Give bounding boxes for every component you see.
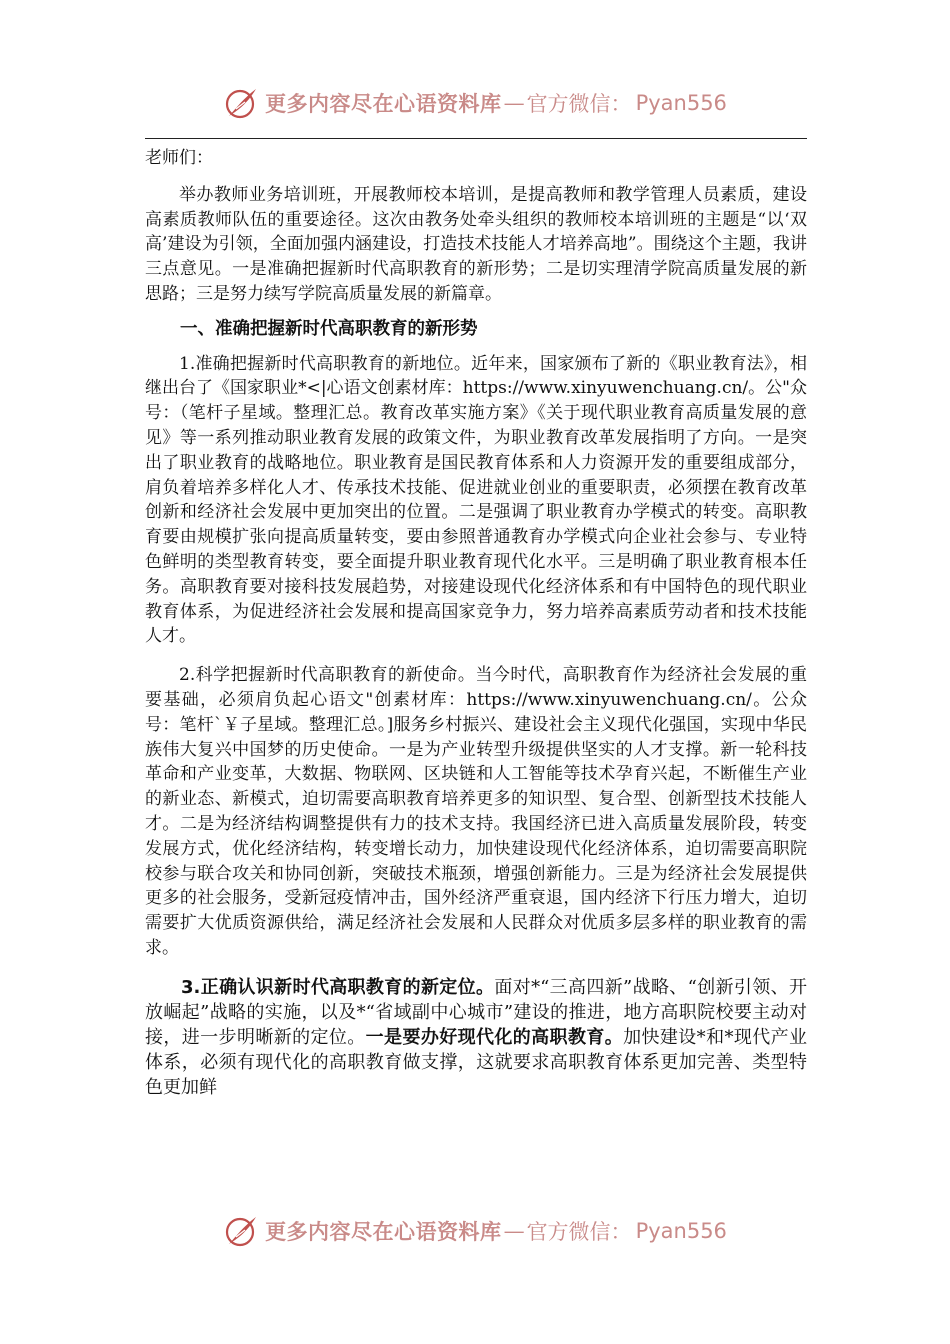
paragraph-3-tail: 加快建设*和*现代产业体系，必须有现代化的高职教育做支撑，这就要求高职教育体系更加完善、类型特色更加鲜 [145,1026,808,1098]
banner-wechat-label: 官方微信： [526,92,632,116]
greeting: 老师们： [145,148,213,168]
banner-separator: — [503,91,525,115]
banner-wechat-id: Pyan556 [635,1219,727,1243]
paragraph-3 [145,975,807,1100]
header-banner [0,78,950,128]
paragraph-3-mid: 面对*“三高四新”战略、“创新引领、开放崛起”战略的实施，以及*“省域副中心城市”建设的推进，地方高职院校要主动对接，进一步明晰新的定位。 [145,976,807,1048]
banner-wechat-label: 官方微信： [526,1220,632,1244]
banner-separator: — [503,1219,525,1243]
paragraph-3-point-1: 一是要办好现代化的高职教育。 [365,1026,624,1048]
banner-slogan: 更多内容尽在心语资料库 [265,1219,502,1244]
banner-slogan: 更多内容尽在心语资料库 [265,91,502,116]
paragraph-1: 1.准确把握新时代高职教育的新地位。近年来，国家颁布了新的《职业教育法》，相继出台了《国家职业*<|心语文创素材库：https://www.xinyuwenchuang.cn/。公"众号：（笔杆子星域。整理汇总。教育改革实施方案》《关于现代职业教育高质量发展的意见》等一系列推动职业教育发展的政策文件，为职业教育改革发展指明了方向。一是突出了职业教育的战略地位。职业教育是国民教育体系和人力资源开发的重要组成部分，肩负着培养多样化人才、传承技术技能、促进就业创业的重要职责，必须摆在教育改革创新和经济社会发展中更加突出的位置。二是强调了职业教育办学模式的转变。高职教育要由规模扩张向提高质量转变，要由参照普通教育办学模式向企业社会参与、专业特色鲜明的类型教育转变，要全面提升职业教育现代化水平。三是明确了职业教育根本任务。高职教育要对接科技发展趋势，对接建设现代化经济体系和有中国特色的现代职业教育体系，为促进经济社会发展和提高国家竞争力，努力培养高素质劳动者和技术技能人才。 [145,353,807,647]
document-body [145,146,807,1100]
quill-logo-icon [223,1213,259,1249]
footer-banner [0,1206,950,1256]
header-divider [145,138,807,139]
paragraph-2: 2.科学把握新时代高职教育的新使命。当今时代，高职教育作为经济社会发展的重要基础，必须肩负起心语文"创素材库：https://www.xinyuwenchuang.cn/。公众号：笔杆`￥子星域。整理汇总。]服务乡村振兴、建设社会主义现代化强国，实现中华民族伟大复兴中国梦的历史使命。一是为产业转型升级提供坚实的人才支撑。新一轮科技革命和产业变革，大数据、物联网、区块链和人工智能等技术孕育兴起，不断催生产业的新业态、新模式，迫切需要高职教育培养更多的知识型、复合型、创新型技术技能人才。二是为经济结构调整提供有力的技术支持。我国经济已进入高质量发展阶段，转变发展方式，优化经济结构，转变增长动力，加快建设现代化经济体系，迫切需要高职院校参与联合攻关和协同创新，突破技术瓶颈，增强创新能力。三是为经济社会发展提供更多的社会服务，受新冠疫情冲击，国外经济严重衰退，国内经济下行压力增大，迫切需要扩大优质资源供给，满足经济社会发展和人民群众对优质多层多样的职业教育的需求。 [145,665,807,958]
quill-logo-icon [223,85,259,121]
section-heading-1: 一、准确把握新时代高职教育的新形势 [180,318,478,339]
intro-paragraph: 举办教师业务培训班，开展教师校本培训，是提高教师和教学管理人员素质，建设高素质教师队伍的重要途径。这次由教务处牵头组织的教师校本培训班的主题是“以‘双高’建设为引领，全面加强内涵建设，打造技术技能人才培养高地”。围绕这个主题，我讲三点意见。一是准确把握新时代高职教育的新形势；二是切实理清学院高质量发展的新思路；三是努力续写学院高质量发展的新篇章。 [145,184,807,304]
banner-wechat-id: Pyan556 [635,91,727,115]
paragraph-3-lead: 3.正确认识新时代高职教育的新定位。 [181,976,495,998]
